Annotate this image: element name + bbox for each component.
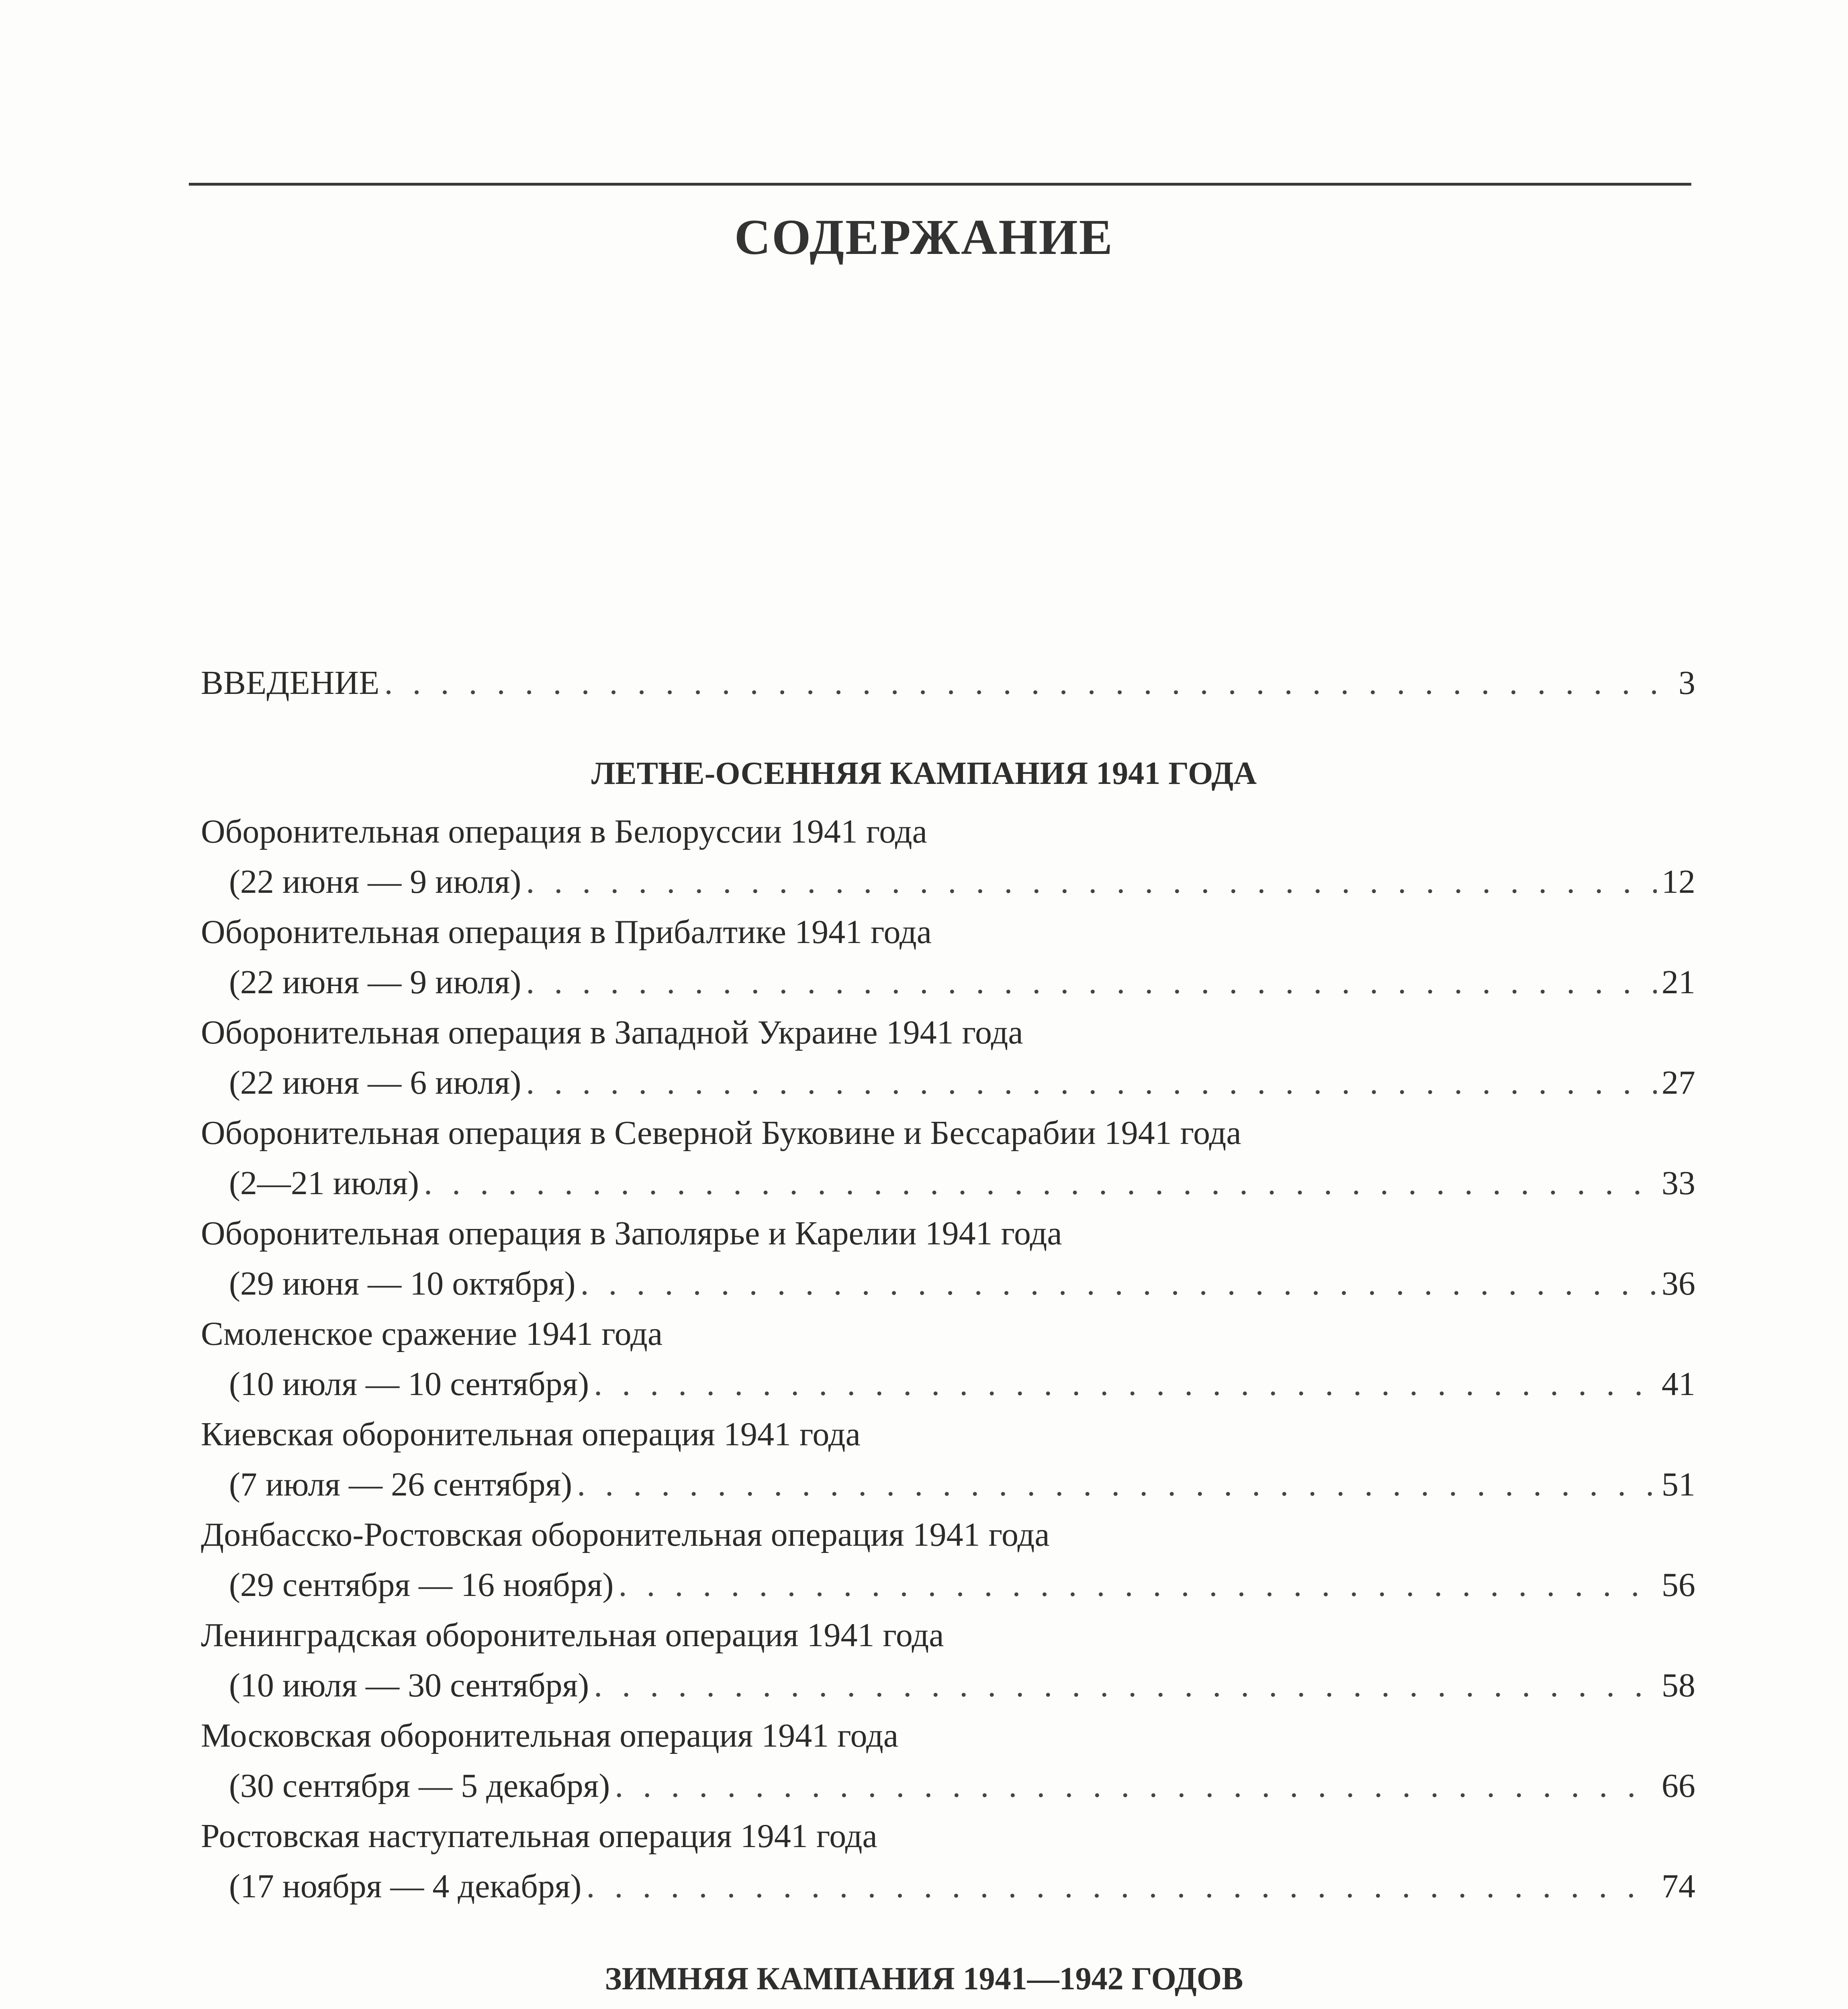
toc-entry-dates: (22 июня — 9 июля) <box>229 964 521 1001</box>
toc-entry-title: Смоленское сражение 1941 года <box>201 1315 663 1352</box>
dot-leader <box>526 958 1657 1007</box>
toc-entry-dates: (29 июня — 10 октября) <box>229 1265 576 1302</box>
dot-leader <box>615 1762 1657 1810</box>
toc-page-number: 3 <box>1678 664 1695 702</box>
toc-entry <box>201 1611 1695 1712</box>
toc-entry <box>201 808 1695 908</box>
toc-entry-title: Киевская оборонительная операция 1941 года <box>201 1416 861 1453</box>
dot-leader <box>594 1360 1657 1408</box>
toc-entry <box>201 1009 1695 1109</box>
dot-leader <box>587 1862 1657 1911</box>
toc-entry <box>201 1410 1695 1511</box>
toc-entry-title: Оборонительная операция в Западной Украине 1941 года <box>201 1014 1023 1051</box>
toc-page-number: 36 <box>1662 1265 1695 1302</box>
dot-leader <box>618 1561 1657 1609</box>
toc-entry-title: Ленинградская оборонительная операция 1941 года <box>201 1616 944 1654</box>
dot-leader <box>526 1059 1657 1107</box>
toc-entry-dates: (22 июня — 6 июля) <box>229 1064 521 1101</box>
toc-page-number: 21 <box>1662 964 1695 1001</box>
toc-entry-dates: (29 сентября — 16 ноября) <box>229 1566 614 1604</box>
toc-entry-title: Донбасско-Ростовская оборонительная операция 1941 года <box>201 1516 1050 1553</box>
toc-entry-title: Ростовская наступательная операция 1941 года <box>201 1817 877 1855</box>
toc-entry-title: ВВЕДЕНИЕ <box>201 664 380 702</box>
top-rule <box>189 183 1691 186</box>
toc-entry-dates: (22 июня — 9 июля) <box>229 863 521 900</box>
dot-leader <box>581 1260 1657 1308</box>
section-heading: ЛЕТНЕ-ОСЕННЯЯ КАМПАНИЯ 1941 ГОДА <box>591 756 1257 791</box>
toc-entry-title: Оборонительная операция в Прибалтике 1941 года <box>201 913 932 951</box>
toc-entry-title: Оборонительная операция в Белоруссии 1941 года <box>201 813 927 850</box>
page-title: СОДЕРЖАНИЕ <box>734 210 1114 265</box>
toc-page-number: 66 <box>1662 1767 1695 1804</box>
toc-entry-dates: (10 июля — 10 сентября) <box>229 1365 589 1403</box>
toc-entry-dates: (10 июля — 30 сентября) <box>229 1667 589 1704</box>
toc-entry <box>201 1712 1695 1812</box>
toc-page-number: 58 <box>1662 1667 1695 1704</box>
section-heading: ЗИМНЯЯ КАМПАНИЯ 1941—1942 ГОДОВ <box>605 1961 1243 1997</box>
toc-entry <box>201 1310 1695 1410</box>
toc-entry-dates: (7 июля — 26 сентября) <box>229 1466 572 1503</box>
dot-leader <box>577 1461 1657 1509</box>
toc-page-number: 51 <box>1662 1466 1695 1503</box>
toc-entry <box>201 908 1695 1009</box>
toc-entry <box>201 1109 1695 1209</box>
toc-page-number: 33 <box>1662 1164 1695 1202</box>
dot-leader <box>424 1159 1657 1207</box>
toc-page-number: 74 <box>1662 1868 1695 1905</box>
toc-entry <box>201 1209 1695 1310</box>
toc-entry-dates: (2—21 июля) <box>229 1164 419 1202</box>
toc-entry-intro <box>201 659 1695 707</box>
toc-entry-title: Оборонительная операция в Северной Буковине и Бессарабии 1941 года <box>201 1114 1241 1152</box>
toc-entry <box>201 1511 1695 1611</box>
toc-page-number: 41 <box>1662 1365 1695 1403</box>
toc-entry-title: Оборонительная операция в Заполярье и Карелии 1941 года <box>201 1215 1062 1252</box>
toc-page-number: 27 <box>1662 1064 1695 1101</box>
toc-page-number: 12 <box>1662 863 1695 900</box>
toc-entry <box>201 1812 1695 1913</box>
dot-leader <box>526 858 1657 906</box>
dot-leader <box>594 1661 1657 1710</box>
toc-entry-dates: (30 сентября — 5 декабря) <box>229 1767 610 1804</box>
toc-entry-dates: (17 ноября — 4 декабря) <box>229 1868 582 1905</box>
toc-page-number: 56 <box>1662 1566 1695 1604</box>
dot-leader <box>384 659 1674 707</box>
toc-entry-title: Московская оборонительная операция 1941 года <box>201 1717 899 1754</box>
